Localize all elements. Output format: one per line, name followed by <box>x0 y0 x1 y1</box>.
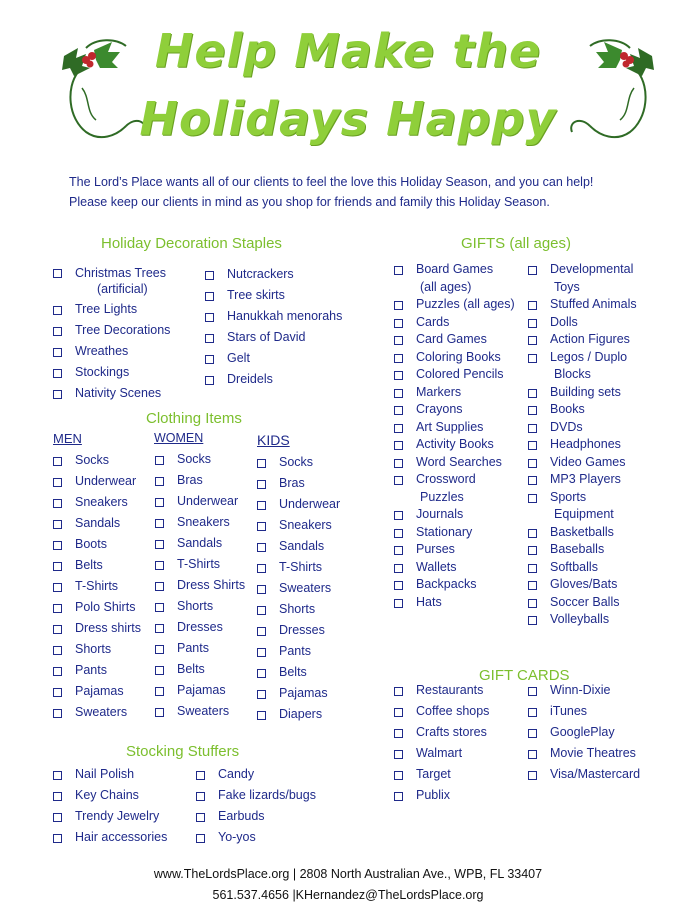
checkbox-icon[interactable] <box>155 624 164 633</box>
checkbox-icon[interactable] <box>528 424 537 433</box>
list-item: Dresses <box>155 617 245 638</box>
checkbox-icon[interactable] <box>53 499 62 508</box>
list-item: (artificial) <box>97 281 148 296</box>
list-item: Tree Lights <box>53 299 170 320</box>
list-item: Restaurants <box>394 680 489 701</box>
checkbox-icon[interactable] <box>528 529 537 538</box>
checkbox-icon[interactable] <box>205 334 214 343</box>
list-item: Word Searches <box>394 454 515 472</box>
list-item: Shorts <box>53 639 141 660</box>
list-item: Basketballs <box>528 524 637 542</box>
checkbox-icon[interactable] <box>528 616 537 625</box>
list-item: Tree skirts <box>205 285 342 306</box>
list-item: Puzzles (all ages) <box>394 296 515 314</box>
gifts-list-1 <box>394 261 515 611</box>
gifts-heading: GIFTS (all ages) <box>461 235 572 252</box>
list-item: Puzzles <box>420 489 464 504</box>
list-item: Trendy Jewelry <box>53 806 167 827</box>
checkbox-icon[interactable] <box>394 599 403 608</box>
checkbox-icon[interactable] <box>528 729 537 738</box>
checkbox-icon[interactable] <box>394 511 403 520</box>
checkbox-icon[interactable] <box>394 424 403 433</box>
checkbox-icon[interactable] <box>196 834 205 843</box>
checkbox-icon[interactable] <box>155 456 164 465</box>
list-item: Gloves/Bats <box>528 576 637 594</box>
list-item: Candy <box>196 764 316 785</box>
list-item: Nativity Scenes <box>53 383 170 404</box>
intro-line-1: The Lord’s Place wants all of our clients to feel the love this Holiday Season, and you can help! <box>69 175 594 189</box>
list-item: Belts <box>155 659 245 680</box>
list-item: Coffee shops <box>394 701 489 722</box>
checkbox-icon[interactable] <box>257 585 266 594</box>
checkbox-icon[interactable] <box>205 376 214 385</box>
list-item: Movie Theatres <box>528 743 640 764</box>
list-item: Wallets <box>394 559 515 577</box>
checkbox-icon[interactable] <box>394 581 403 590</box>
list-item: T-Shirts <box>257 557 340 578</box>
list-item: Hair accessories <box>53 827 167 848</box>
checkbox-icon[interactable] <box>257 627 266 636</box>
checkbox-icon[interactable] <box>528 546 537 555</box>
list-item: Sneakers <box>53 492 141 513</box>
checkbox-icon[interactable] <box>155 540 164 549</box>
checkbox-icon[interactable] <box>528 771 537 780</box>
list-item: Books <box>528 401 637 419</box>
checkbox-icon[interactable] <box>53 562 62 571</box>
checkbox-icon[interactable] <box>53 813 62 822</box>
checkbox-icon[interactable] <box>155 561 164 570</box>
checkbox-icon[interactable] <box>53 646 62 655</box>
checkbox-icon[interactable] <box>394 546 403 555</box>
checkbox-icon[interactable] <box>53 667 62 676</box>
list-item: Journals <box>394 506 515 524</box>
list-item: Colored Pencils <box>394 366 515 384</box>
checkbox-icon[interactable] <box>196 813 205 822</box>
list-item: Coloring Books <box>394 349 515 367</box>
checkbox-icon[interactable] <box>155 687 164 696</box>
list-item: Nutcrackers <box>205 264 342 285</box>
list-item: Underwear <box>257 494 340 515</box>
checkbox-icon[interactable] <box>528 459 537 468</box>
list-item: Wreathes <box>53 341 170 362</box>
list-item: Sandals <box>53 513 141 534</box>
checkbox-icon[interactable] <box>53 771 62 780</box>
list-item: Winn-Dixie <box>528 680 640 701</box>
list-item: Sandals <box>257 536 340 557</box>
list-item: Nail Polish <box>53 764 167 785</box>
checkbox-icon[interactable] <box>196 792 205 801</box>
list-item: T-Shirts <box>155 554 245 575</box>
checkbox-icon[interactable] <box>155 603 164 612</box>
list-item: Underwear <box>155 491 245 512</box>
list-item: Pajamas <box>53 681 141 702</box>
title-line-1: Help Make the <box>154 24 542 78</box>
list-item: Walmart <box>394 743 489 764</box>
list-item: T-Shirts <box>53 576 141 597</box>
footer-address: www.TheLordsPlace.org | 2808 North Australian Ave., WPB, FL 33407 <box>153 867 543 881</box>
list-item: Sweaters <box>257 578 340 599</box>
checkbox-icon[interactable] <box>528 441 537 450</box>
list-item: Bras <box>257 473 340 494</box>
checkbox-icon[interactable] <box>53 457 62 466</box>
checkbox-icon[interactable] <box>528 354 537 363</box>
checkbox-icon[interactable] <box>528 564 537 573</box>
list-item: Art Supplies <box>394 419 515 437</box>
list-item: Stars of David <box>205 327 342 348</box>
list-item: Toys <box>554 279 580 294</box>
list-item: Key Chains <box>53 785 167 806</box>
checkbox-icon[interactable] <box>528 708 537 717</box>
list-item: iTunes <box>528 701 640 722</box>
list-item: Socks <box>155 449 245 470</box>
list-item: Belts <box>53 555 141 576</box>
stocking-list-2 <box>196 764 316 848</box>
checkbox-icon[interactable] <box>53 583 62 592</box>
list-item: Dress Shirts <box>155 575 245 596</box>
checkbox-icon[interactable] <box>528 266 537 275</box>
checkbox-icon[interactable] <box>257 459 266 468</box>
checkbox-icon[interactable] <box>53 327 62 336</box>
gift-cards-list-1 <box>394 680 489 806</box>
list-item: Shorts <box>257 599 340 620</box>
checkbox-icon[interactable] <box>53 688 62 697</box>
checkbox-icon[interactable] <box>155 477 164 486</box>
list-item: Crossword <box>394 471 515 489</box>
list-item: GooglePlay <box>528 722 640 743</box>
list-item: Pajamas <box>155 680 245 701</box>
checkbox-icon[interactable] <box>53 348 62 357</box>
list-item: Earbuds <box>196 806 316 827</box>
men-list <box>53 450 141 723</box>
checkbox-icon[interactable] <box>257 480 266 489</box>
checkbox-icon[interactable] <box>528 406 537 415</box>
decorations-list-1 <box>53 265 170 404</box>
list-item: Baseballs <box>528 541 637 559</box>
list-item: Markers <box>394 384 515 402</box>
checkbox-icon[interactable] <box>528 494 537 503</box>
checkbox-icon[interactable] <box>394 319 403 328</box>
list-item: Pajamas <box>257 683 340 704</box>
list-item: Blocks <box>554 367 591 381</box>
list-item: (all ages) <box>420 279 472 294</box>
checkbox-icon[interactable] <box>394 301 403 310</box>
women-list <box>155 449 245 722</box>
list-item: Backpacks <box>394 576 515 594</box>
checkbox-icon[interactable] <box>257 669 266 678</box>
footer-contact: 561.537.4656 |KHernandez@TheLordsPlace.org <box>212 888 484 902</box>
list-item: Target <box>394 764 489 785</box>
checkbox-icon[interactable] <box>528 336 537 345</box>
list-item: Boots <box>53 534 141 555</box>
checkbox-icon[interactable] <box>257 564 266 573</box>
checkbox-icon[interactable] <box>394 750 403 759</box>
list-item: Fake lizards/bugs <box>196 785 316 806</box>
list-item: Sneakers <box>155 512 245 533</box>
checkbox-icon[interactable] <box>394 406 403 415</box>
checkbox-icon[interactable] <box>155 708 164 717</box>
checkbox-icon[interactable] <box>394 441 403 450</box>
list-item: Dolls <box>528 314 637 332</box>
checkbox-icon[interactable] <box>257 711 266 720</box>
list-item: Purses <box>394 541 515 559</box>
checkbox-icon[interactable] <box>394 266 403 275</box>
checkbox-icon[interactable] <box>257 522 266 531</box>
list-item: Hanukkah menorahs <box>205 306 342 327</box>
checkbox-icon[interactable] <box>53 306 62 315</box>
list-item: Equipment <box>554 507 614 521</box>
list-item: Crayons <box>394 401 515 419</box>
checkbox-icon[interactable] <box>196 771 205 780</box>
checkbox-icon[interactable] <box>257 690 266 699</box>
checkbox-icon[interactable] <box>394 459 403 468</box>
checkbox-icon[interactable] <box>257 648 266 657</box>
list-item: Sneakers <box>257 515 340 536</box>
list-item: Pants <box>155 638 245 659</box>
list-item: Volleyballs <box>528 611 637 629</box>
list-item: Dress shirts <box>53 618 141 639</box>
list-item: Dreidels <box>205 369 342 390</box>
list-item: Video Games <box>528 454 637 472</box>
checkbox-icon[interactable] <box>155 666 164 675</box>
stocking-heading: Stocking Stuffers <box>126 743 240 760</box>
list-item: Yo-yos <box>196 827 316 848</box>
list-item: Bras <box>155 470 245 491</box>
list-item: Underwear <box>53 471 141 492</box>
checkbox-icon[interactable] <box>155 582 164 591</box>
checkbox-icon[interactable] <box>205 313 214 322</box>
list-item: Headphones <box>528 436 637 454</box>
checkbox-icon[interactable] <box>257 606 266 615</box>
title-line-2: Holidays Happy <box>139 92 557 146</box>
checkbox-icon[interactable] <box>394 708 403 717</box>
checkbox-icon[interactable] <box>394 792 403 801</box>
clothing-heading: Clothing Items <box>146 410 242 427</box>
list-item: Gelt <box>205 348 342 369</box>
list-item: Tree Decorations <box>53 320 170 341</box>
list-item: DVDs <box>528 419 637 437</box>
intro-line-2: Please keep our clients in mind as you shop for friends and family this Holiday Season. <box>69 195 550 209</box>
checkbox-icon[interactable] <box>528 687 537 696</box>
checkbox-icon[interactable] <box>394 564 403 573</box>
list-item: Polo Shirts <box>53 597 141 618</box>
list-item: Activity Books <box>394 436 515 454</box>
list-item: MP3 Players <box>528 471 637 489</box>
checkbox-icon[interactable] <box>53 520 62 529</box>
list-item: Soccer Balls <box>528 594 637 612</box>
list-item: Shorts <box>155 596 245 617</box>
kids-list <box>257 452 340 725</box>
checkbox-icon[interactable] <box>394 354 403 363</box>
checkbox-icon[interactable] <box>155 498 164 507</box>
list-item: Visa/Mastercard <box>528 764 640 785</box>
checkbox-icon[interactable] <box>394 729 403 738</box>
list-item: Dresses <box>257 620 340 641</box>
list-item: Pants <box>257 641 340 662</box>
checkbox-icon[interactable] <box>53 604 62 613</box>
list-item: Stuffed Animals <box>528 296 637 314</box>
gift-cards-list-2 <box>528 680 640 785</box>
men-heading: MEN <box>53 431 82 446</box>
list-item: Pants <box>53 660 141 681</box>
list-item: Sandals <box>155 533 245 554</box>
list-item: Cards <box>394 314 515 332</box>
list-item: Legos / Duplo <box>528 349 637 367</box>
checkbox-icon[interactable] <box>257 501 266 510</box>
checkbox-icon[interactable] <box>528 599 537 608</box>
checkbox-icon[interactable] <box>155 519 164 528</box>
checkbox-icon[interactable] <box>205 292 214 301</box>
checkbox-icon[interactable] <box>53 541 62 550</box>
checkbox-icon[interactable] <box>53 834 62 843</box>
checkbox-icon[interactable] <box>205 271 214 280</box>
checkbox-icon[interactable] <box>257 543 266 552</box>
checkbox-icon[interactable] <box>394 336 403 345</box>
checkbox-icon[interactable] <box>53 390 62 399</box>
checkbox-icon[interactable] <box>528 750 537 759</box>
checkbox-icon[interactable] <box>528 581 537 590</box>
checkbox-icon[interactable] <box>528 389 537 398</box>
checkbox-icon[interactable] <box>53 369 62 378</box>
checkbox-icon[interactable] <box>155 645 164 654</box>
checkbox-icon[interactable] <box>528 301 537 310</box>
checkbox-icon[interactable] <box>394 389 403 398</box>
stocking-list-1 <box>53 764 167 848</box>
checkbox-icon[interactable] <box>394 687 403 696</box>
checkbox-icon[interactable] <box>528 319 537 328</box>
list-item: Board Games <box>394 261 515 279</box>
checkbox-icon[interactable] <box>394 476 403 485</box>
list-item: Card Games <box>394 331 515 349</box>
list-item: Crafts stores <box>394 722 489 743</box>
list-item: Socks <box>53 450 141 471</box>
checkbox-icon[interactable] <box>394 771 403 780</box>
checkbox-icon[interactable] <box>394 371 403 380</box>
list-item: Sweaters <box>155 701 245 722</box>
women-heading: WOMEN <box>154 431 204 445</box>
list-item: Socks <box>257 452 340 473</box>
list-item: Building sets <box>528 384 637 402</box>
list-item: Softballs <box>528 559 637 577</box>
list-item: Action Figures <box>528 331 637 349</box>
decorations-heading: Holiday Decoration Staples <box>101 235 282 252</box>
list-item: Diapers <box>257 704 340 725</box>
list-item: Publix <box>394 785 489 806</box>
list-item: Sweaters <box>53 702 141 723</box>
checkbox-icon[interactable] <box>53 709 62 718</box>
list-item: Christmas Trees <box>53 265 170 283</box>
list-item: Stockings <box>53 362 170 383</box>
gifts-list-2 <box>528 261 637 629</box>
list-item: Developmental <box>528 261 637 279</box>
list-item: Sports <box>528 489 637 507</box>
list-item: Belts <box>257 662 340 683</box>
list-item: Hats <box>394 594 515 612</box>
kids-heading: KIDS <box>257 432 290 448</box>
checkbox-icon[interactable] <box>53 625 62 634</box>
checkbox-icon[interactable] <box>53 792 62 801</box>
checkbox-icon[interactable] <box>205 355 214 364</box>
list-item: Stationary <box>394 524 515 542</box>
gift-cards-heading: GIFT CARDS <box>479 667 570 684</box>
checkbox-icon[interactable] <box>394 529 403 538</box>
checkbox-icon[interactable] <box>53 478 62 487</box>
decorations-list-2 <box>205 264 342 390</box>
checkbox-icon[interactable] <box>528 476 537 485</box>
checkbox-icon[interactable] <box>53 269 62 278</box>
